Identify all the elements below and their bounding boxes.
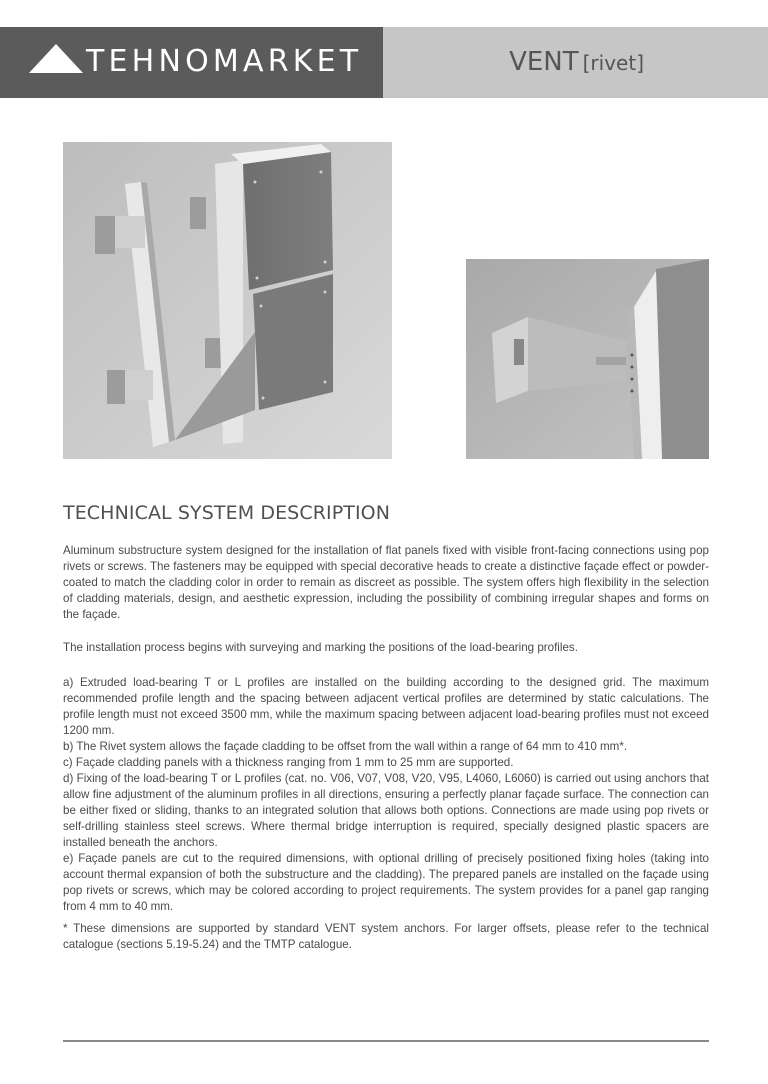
- step-c: c) Façade cladding panels with a thickness ranging from 1 mm to 25 mm are supported.: [63, 756, 514, 769]
- triangle-logo-icon: [29, 44, 83, 73]
- bracket-detail-photo: [466, 259, 709, 459]
- facade-substructure-photo: [63, 142, 392, 459]
- footnote: * These dimensions are supported by standard VENT system anchors. For larger offsets, please refer to the technical catalogue (sections 5.19-5.24) and the TMTP catalogue.: [63, 922, 709, 951]
- step-e: e) Façade panels are cut to the required dimensions, with optional drilling of precisely positioned fixing holes (taking into account thermal expansion of both the substructure and the cladding). The prepared panels are installed on the façade using pop rivets or screws, which may be colored according to project requirements. The system provides for a panel gap ranging from 4 mm to 40 mm.: [63, 852, 709, 913]
- product-name: VENT: [509, 47, 579, 77]
- product-variant: [rivet]: [582, 51, 644, 75]
- brand-name: TEHNOMARKET: [86, 44, 363, 79]
- process-paragraph: The installation process begins with surveying and marking the positions of the load-bearing profiles.: [63, 641, 578, 654]
- footer-divider: [63, 1040, 709, 1042]
- step-d: d) Fixing of the load-bearing T or L profiles (cat. no. V06, V07, V08, V20, V95, L4060, L6060) is carried out using anchors that allow fine adjustment of the aluminum profiles in all directions, ensuring a perfectly planar façade surface. The connection can be either fixed or sliding, thanks to an integrated solution that allows both options. Connections are made using pop rivets or self-drilling stainless steel screws. Where thermal bridge interruption is required, specially designed plastic spacers are installed beneath the anchors.: [63, 772, 709, 849]
- product-title: [509, 44, 644, 81]
- installation-steps: [63, 675, 709, 915]
- step-a: a) Extruded load-bearing T or L profiles are installed on the building according to the designed grid. The maximum recommended profile length and the spacing between adjacent vertical profiles are determined by static calculations. The profile length must not exceed 3500 mm, while the maximum spacing between adjacent load-bearing profiles must not exceed 1200 mm.: [63, 676, 709, 737]
- section-title: TECHNICAL SYSTEM DESCRIPTION: [63, 502, 391, 524]
- step-b: b) The Rivet system allows the façade cladding to be offset from the wall within a range of 64 mm to 410 mm*.: [63, 740, 628, 753]
- intro-paragraph: Aluminum substructure system designed for the installation of flat panels fixed with visible front-facing connections using pop rivets or screws. The fasteners may be equipped with special decorative heads to create a distinctive façade effect or powder-coated to match the cladding color in order to remain as discreet as possible. The system offers high flexibility in the selection of cladding materials, design, and aesthetic expression, including the possibility of combining irregular shapes and forms on the façade.: [63, 544, 709, 621]
